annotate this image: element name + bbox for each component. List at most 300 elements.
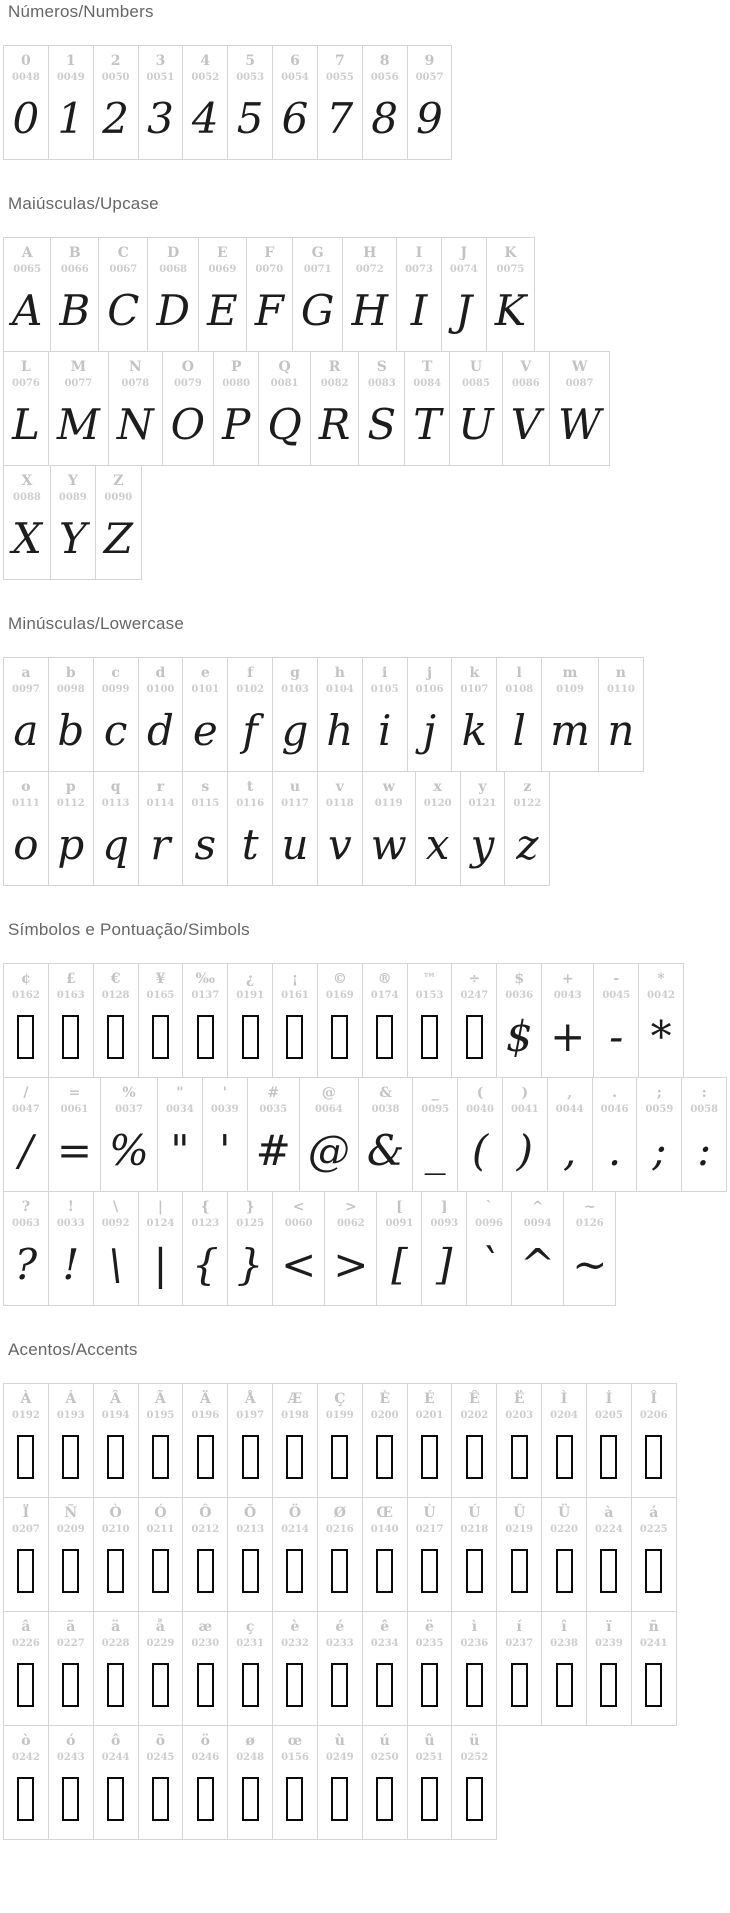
char-label: 5 [245,53,256,69]
char-code: 0115 [191,798,220,809]
char-cell [318,658,363,771]
char-cell [139,964,184,1077]
missing-glyph-box [286,1015,303,1059]
char-cell [4,466,51,579]
char-cell [49,1078,101,1191]
char-glyph: c [103,706,128,755]
char-label: Ò [109,1505,122,1521]
charmap-row [3,1383,677,1498]
char-label: Ü [557,1505,571,1521]
char-label: T [422,359,433,375]
char-label: ì [471,1619,478,1635]
char-code: 0111 [12,798,40,809]
missing-glyph-box [421,1777,438,1821]
char-glyph: 5 [236,94,264,143]
missing-glyph [197,1004,214,1070]
missing-glyph [242,1766,259,1832]
char-cell [363,1612,408,1725]
char-glyph: w [370,820,407,869]
missing-glyph-box [331,1663,348,1707]
char-label: \ [113,1199,119,1215]
char-cell [452,658,497,771]
char-glyph: & [366,1126,405,1175]
char-code: 0247 [460,990,489,1001]
char-code: 0069 [208,264,237,275]
missing-glyph [152,1766,169,1832]
char-label: Í [605,1391,613,1407]
char-label: 9 [424,53,435,69]
char-code: 0203 [505,1410,534,1421]
char-code: 0073 [405,264,433,275]
char-cell [363,964,408,1077]
char-glyph: I [410,286,428,335]
char-code: 0106 [415,684,444,695]
char-label: ÷ [468,971,481,987]
char-cell [639,964,683,1077]
char-code: 0091 [385,1218,414,1229]
char-label: 7 [334,53,345,69]
missing-glyph-box [466,1777,483,1821]
char-label: O [181,359,194,375]
char-label: õ [155,1733,166,1749]
char-glyph: b [57,706,85,755]
char-glyph: ] [436,1240,453,1289]
char-cell [158,1078,203,1191]
char-glyph: y [470,820,495,869]
missing-glyph-box [17,1663,34,1707]
charmap-row [3,1077,727,1192]
char-cell [487,238,534,351]
char-glyph: h [326,706,354,755]
char-code: 0220 [550,1524,578,1535]
char-code: 0163 [56,990,85,1001]
char-glyph: f [242,706,258,755]
char-cell [682,1078,726,1191]
char-cell [542,1612,587,1725]
char-code: 0050 [101,72,130,83]
char-glyph: / [18,1126,33,1175]
char-code: 0230 [191,1638,220,1649]
char-glyph: # [255,1126,291,1175]
char-cell [461,772,506,885]
char-cell [632,1384,676,1497]
char-label: < [292,1199,305,1215]
char-label: ( [476,1085,484,1101]
char-label: V [520,359,532,375]
char-cell [4,772,49,885]
char-glyph: x [425,820,450,869]
missing-glyph-box [600,1663,617,1707]
missing-glyph-box [511,1663,528,1707]
char-cell [363,1384,408,1497]
char-code: 0209 [56,1524,85,1535]
char-cell [397,238,442,351]
char-cell [49,1384,94,1497]
char-code: 0074 [449,264,478,275]
char-label: Ê [469,1391,480,1407]
char-code: 0198 [281,1410,309,1421]
char-code: 0093 [430,1218,459,1229]
char-code: 0212 [191,1524,220,1535]
char-code: 0046 [600,1104,629,1115]
char-cell [503,352,550,465]
missing-glyph [197,1652,214,1718]
char-code: 0070 [255,264,284,275]
char-label: ü [469,1733,480,1749]
char-glyph: l [512,706,526,755]
char-code: 0121 [468,798,497,809]
missing-glyph [242,1424,259,1490]
charmap-section [3,614,724,886]
char-cell [183,772,228,885]
missing-glyph-box [242,1777,259,1821]
char-glyph: 2 [102,94,129,143]
missing-glyph-box [242,1549,259,1593]
char-cell [228,964,273,1077]
char-label: À [20,1391,32,1407]
char-code: 0034 [165,1104,194,1115]
char-label: 3 [155,53,166,69]
missing-glyph [107,1424,124,1490]
char-code: 0251 [415,1752,444,1763]
char-cell [594,964,639,1077]
char-cell [139,1612,184,1725]
char-code: 0204 [550,1410,578,1421]
char-label: ñ [648,1619,659,1635]
char-label: û [424,1733,435,1749]
missing-glyph-box [331,1549,348,1593]
char-code: 0236 [460,1638,489,1649]
char-cell [273,1192,325,1305]
char-label: R [328,359,341,375]
char-label: Ù [423,1505,436,1521]
char-code: 0214 [281,1524,309,1535]
charmap-section [3,920,724,1306]
missing-glyph-box [286,1777,303,1821]
char-cell [452,1612,497,1725]
missing-glyph [107,1766,124,1832]
char-code: 0242 [12,1752,40,1763]
char-label: £ [65,971,76,987]
char-label: ¢ [21,971,31,987]
missing-glyph-box [62,1435,79,1479]
char-glyph: Q [267,400,302,449]
char-label: ™ [422,971,437,987]
char-label: ã [66,1619,76,1635]
char-cell [587,1498,632,1611]
char-code: 0169 [325,990,354,1001]
missing-glyph-box [197,1549,214,1593]
char-glyph: F [254,286,284,335]
char-cell [408,46,452,159]
char-cell [273,1612,318,1725]
charmap-row [3,771,550,886]
missing-glyph [466,1538,483,1604]
char-cell [148,238,199,351]
char-glyph: X [12,514,42,563]
missing-glyph [376,1766,393,1832]
missing-glyph [197,1766,214,1832]
missing-glyph [421,1424,438,1490]
char-label: u [289,779,301,795]
char-cell [94,772,139,885]
missing-glyph-box [645,1549,662,1593]
char-code: 0065 [13,264,42,275]
char-cell [4,1726,49,1839]
char-code: 0090 [104,492,133,503]
missing-glyph [62,1004,79,1070]
char-code: 0035 [259,1104,288,1115]
char-code: 0102 [236,684,265,695]
char-cell [318,1498,363,1611]
char-cell [183,1192,228,1305]
char-cell [228,772,273,885]
char-code: 0083 [367,378,396,389]
char-label: F [264,245,275,261]
char-code: 0224 [594,1524,623,1535]
char-code: 0043 [553,990,582,1001]
missing-glyph [152,1004,169,1070]
char-label: Û [513,1505,526,1521]
char-label: X [21,473,33,489]
char-label: œ [287,1733,303,1749]
char-code: 0202 [460,1410,489,1421]
missing-glyph [421,1766,438,1832]
char-label: [ [396,1199,403,1215]
char-code: 0098 [56,684,85,695]
char-glyph: ^ [520,1240,556,1289]
char-glyph: ) [516,1126,534,1175]
char-code: 0040 [466,1104,494,1115]
char-code: 0156 [281,1752,309,1763]
char-cell [293,238,344,351]
char-cell [183,1726,228,1839]
char-label: ) [521,1085,529,1101]
char-cell [505,772,549,885]
char-cell [497,658,542,771]
char-label: Q [278,359,291,375]
char-label: ` [485,1199,493,1215]
char-label: = [68,1085,81,1101]
char-code: 0194 [101,1410,130,1421]
char-label: ¥ [155,971,166,987]
char-glyph: q [102,820,130,869]
char-label: x [433,779,442,795]
char-cell [416,772,461,885]
char-label: . [612,1085,617,1101]
char-cell [109,352,163,465]
char-label: , [567,1085,573,1101]
missing-glyph [17,1424,34,1490]
char-label: e [200,665,210,681]
char-label: É [424,1391,435,1407]
missing-glyph [62,1538,79,1604]
char-cell [564,1192,615,1305]
char-label: ; [656,1085,662,1101]
char-code: 0192 [12,1410,40,1421]
char-cell [228,1384,273,1497]
missing-glyph [286,1004,303,1070]
char-cell [318,1726,363,1839]
char-cell [363,1498,408,1611]
char-cell [94,1726,139,1839]
char-glyph: 1 [57,94,85,143]
char-code: 0245 [146,1752,175,1763]
missing-glyph-box [152,1549,169,1593]
char-cell [593,1078,638,1191]
char-code: 0085 [462,378,490,389]
char-code: 0211 [146,1524,175,1535]
missing-glyph-box [376,1549,393,1593]
charmap-section [3,194,724,580]
missing-glyph-box [197,1663,214,1707]
missing-glyph-box [466,1663,483,1707]
missing-glyph [421,1538,438,1604]
missing-glyph [62,1424,79,1490]
char-glyph: R [318,400,351,449]
char-cell [49,352,109,465]
char-code: 0244 [101,1752,130,1763]
char-code: 0128 [101,990,130,1001]
char-code: 0048 [12,72,40,83]
missing-glyph [421,1004,438,1070]
char-code: 0237 [505,1638,534,1649]
char-cell [183,964,228,1077]
section-title: Maiúsculas/Upcase [8,194,159,213]
char-code: 0078 [121,378,150,389]
char-cell [139,1498,184,1611]
missing-glyph-box [600,1549,617,1593]
char-code: 0205 [594,1410,623,1421]
missing-glyph-box [107,1663,124,1707]
char-label: ] [440,1199,448,1215]
char-code: 0200 [370,1410,399,1421]
char-label: K [504,245,517,261]
char-glyph: + [550,1012,586,1061]
char-glyph: W [557,400,602,449]
char-cell [550,352,609,465]
char-code: 0246 [191,1752,220,1763]
char-cell [300,1078,359,1191]
missing-glyph [556,1538,573,1604]
missing-glyph [242,1652,259,1718]
char-cell [51,466,96,579]
char-code: 0210 [101,1524,130,1535]
missing-glyph-box [197,1015,214,1059]
char-cell [49,46,94,159]
char-code: 0113 [101,798,130,809]
char-label: Î [650,1391,658,1407]
char-code: 0161 [281,990,309,1001]
char-code: 0101 [191,684,220,695]
char-glyph: < [281,1240,317,1289]
char-cell [452,1726,496,1839]
char-code: 0238 [550,1638,578,1649]
char-glyph: M [56,400,100,449]
char-cell [273,46,318,159]
char-code: 0071 [303,264,332,275]
missing-glyph-box [107,1549,124,1593]
missing-glyph-box [376,1777,393,1821]
char-cell [183,46,228,159]
char-label: r [156,779,165,795]
char-code: 0041 [510,1104,539,1115]
char-cell [452,1384,497,1497]
charmap-row [3,1497,677,1612]
char-cell [637,1078,682,1191]
char-label: ä [111,1619,121,1635]
char-code: 0053 [236,72,265,83]
char-code: 0084 [413,378,442,389]
missing-glyph [466,1766,483,1832]
char-cell [163,352,214,465]
char-label: ‰ [195,971,215,987]
char-glyph: = [56,1126,93,1175]
char-cell [408,964,453,1077]
char-glyph: n [607,706,635,755]
missing-glyph [107,1004,124,1070]
char-code: 0036 [505,990,534,1001]
charmap-row [3,45,452,160]
char-cell [587,1612,632,1725]
char-cell [273,1384,318,1497]
char-label: d [155,665,166,681]
char-glyph: t [241,820,259,869]
missing-glyph-box [376,1015,393,1059]
char-label: N [128,359,142,375]
charmap-row [3,1611,677,1726]
char-cell [408,1498,453,1611]
char-label: " [176,1085,184,1101]
missing-glyph [286,1652,303,1718]
char-label: t [246,779,254,795]
char-code: 0080 [222,378,251,389]
char-code: 0099 [101,684,130,695]
char-label: & [379,1085,392,1101]
char-label: | [157,1199,163,1215]
char-cell [96,466,141,579]
char-label: Ñ [64,1505,78,1521]
char-cell [359,352,405,465]
char-code: 0096 [475,1218,503,1229]
char-label: I [415,245,423,261]
char-glyph: 9 [416,94,443,143]
char-label: E [217,245,228,261]
char-glyph: g [281,706,309,755]
char-code: 0049 [56,72,85,83]
char-label: Å [244,1391,256,1407]
char-glyph: - [609,1012,624,1061]
char-code: 0072 [355,264,384,275]
char-label: q [110,779,121,795]
char-glyph: _ [424,1126,446,1175]
char-label: 8 [379,53,390,69]
char-label: ~ [583,1199,596,1215]
missing-glyph [511,1538,528,1604]
char-cell [199,238,247,351]
char-cell [363,1726,408,1839]
char-cell [413,1078,458,1191]
missing-glyph [17,1766,34,1832]
char-label: L [21,359,31,375]
char-glyph: { [191,1240,219,1289]
char-cell [408,1726,453,1839]
char-glyph: r [150,820,171,869]
char-code: 0125 [236,1218,265,1229]
char-label: Ú [468,1505,481,1521]
char-code: 0225 [639,1524,668,1535]
char-label: ! [67,1199,74,1215]
